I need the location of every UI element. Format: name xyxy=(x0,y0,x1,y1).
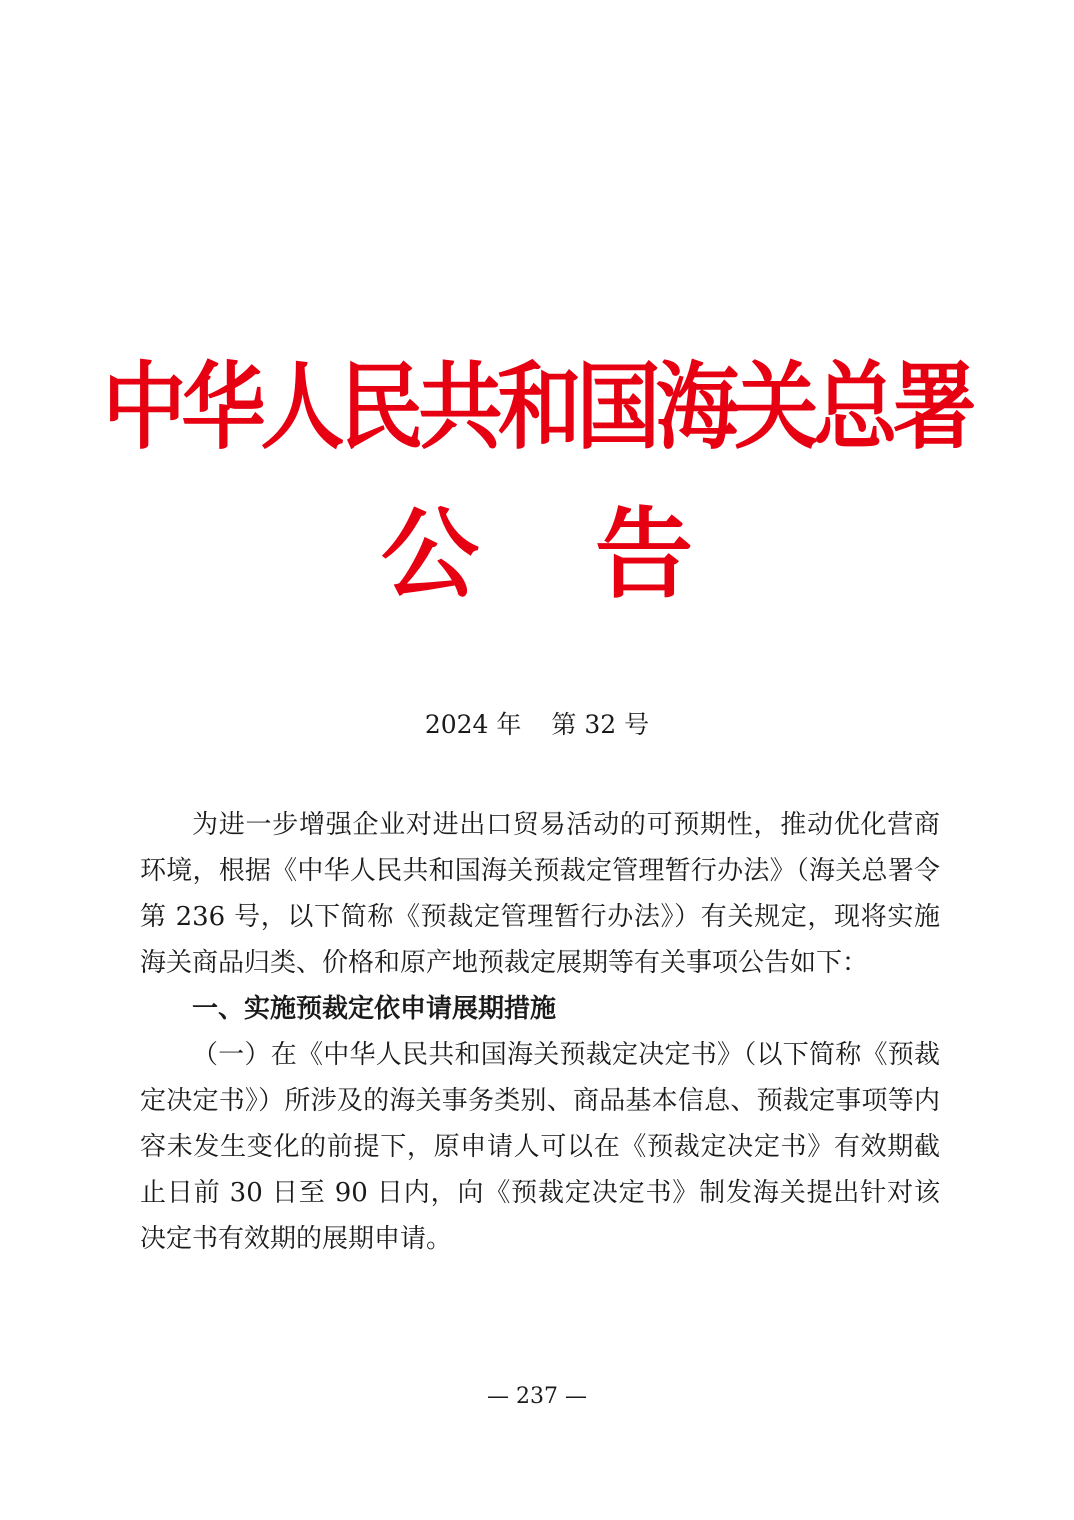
document-number xyxy=(0,705,1074,745)
announcement-title xyxy=(0,490,1074,620)
issuing-authority-title: 中华人民共和国海关总署 xyxy=(102,352,972,463)
document-year: 2024 年 xyxy=(424,710,522,739)
intro-paragraph: 为进一步增强企业对进出口贸易活动的可预期性，推动优化营商环境，根据《中华人民共和国海关预裁定管理暂行办法》（海关总署令第 236 号，以下简称《预裁定管理暂行办法》）有关规定，现将实施海关商品归类、价格和原产地预裁定展期等有关事项公告如下： xyxy=(140,810,940,978)
section-heading: 一、实施预裁定依申请展期措施 xyxy=(192,994,557,1024)
announcement-title-char-1: 公 xyxy=(380,498,479,612)
document-body xyxy=(140,802,940,1262)
document-serial: 第 32 号 xyxy=(551,710,650,739)
announcement-title-char-2: 告 xyxy=(595,498,694,612)
page-number: — 237 — xyxy=(487,1384,587,1409)
section-item-paragraph: （一）在《中华人民共和国海关预裁定决定书》（以下简称《预裁定决定书》）所涉及的海关事务类别、商品基本信息、预裁定事项等内容未发生变化的前提下，原申请人可以在《预裁定决定书》有效期截止日前 30 日至 90 日内，向《预裁定决定书》制发海关提出针对该决定书有效期的展期申请。 xyxy=(140,1040,940,1254)
